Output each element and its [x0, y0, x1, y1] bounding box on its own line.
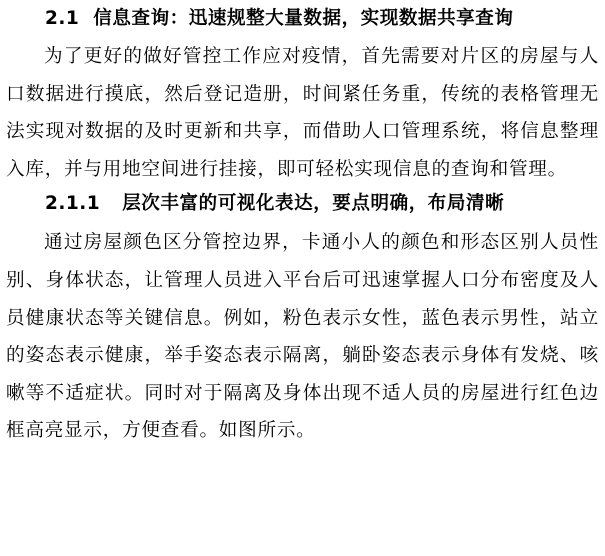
section-heading-2-1-1: [6, 189, 599, 219]
section-paragraph-2-1: 为了更好的做好管控工作应对疫情，首先需要对片区的房屋与人口数据进行摸底，然后登记造册，时间紧任务重，传统的表格管理无法实现对数据的及时更新和共享，而借助人口管理系统，将信息整理入库，并与用地空间进行挂接，即可轻松实现信息的查询和管理。: [6, 46, 599, 180]
section-number: 2.1: [45, 8, 80, 29]
section-paragraph-2-1-1: 通过房屋颜色区分管控边界，卡通小人的颜色和形态区别人员性别、身体状态，让管理人员进入平台后可迅速掌握人口分布密度及人员健康状态等关键信息。例如，粉色表示女性，蓝色表示男性，站立的姿态表示健康，举手姿态表示隔离，躺卧姿态表示身体有发烧、咳嗽等不适症状。同时对于隔离及身体出现不适人员的房屋进行红色边框高亮显示，方便查看。如图所示。: [6, 232, 599, 442]
subsection-title: 层次丰富的可视化表达，要点明确，布局清晰: [122, 193, 505, 215]
section-heading-2-1: [6, 4, 599, 34]
section-title: 信息查询：迅速规整大量数据，实现数据共享查询: [93, 8, 514, 29]
subsection-number: 2.1.1: [45, 193, 101, 215]
